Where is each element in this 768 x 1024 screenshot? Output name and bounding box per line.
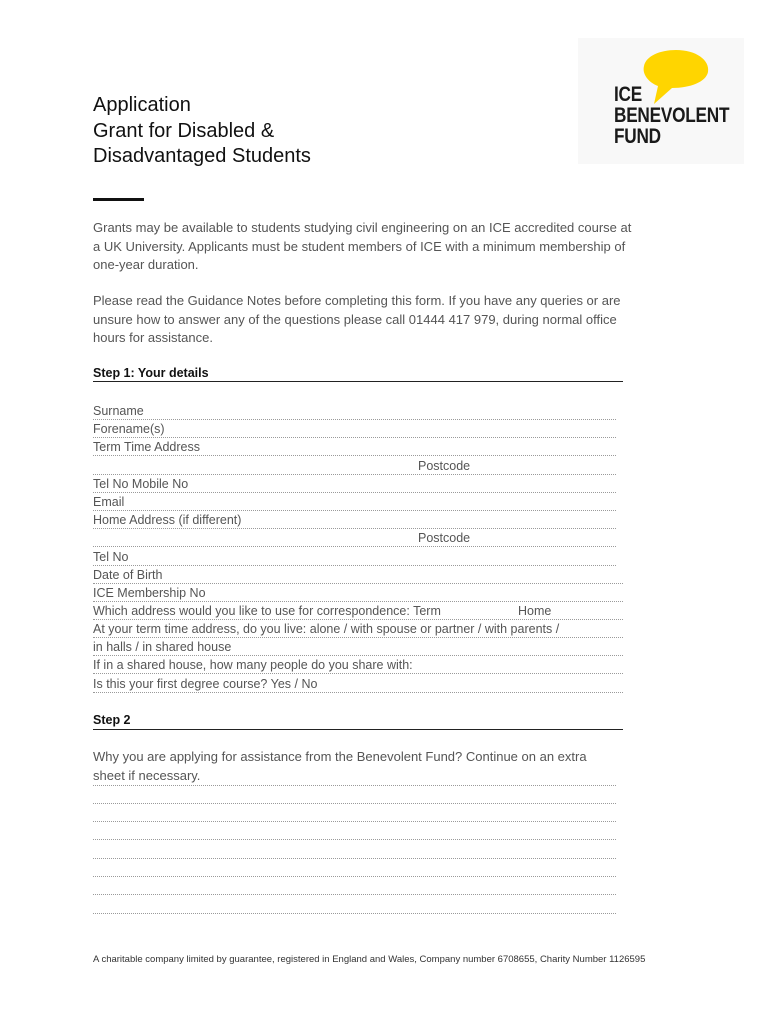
step2-rule [93,729,623,730]
step1-rule [93,381,623,382]
home-address-label: Home Address (if different) [93,513,242,527]
first-degree-field[interactable] [93,674,623,693]
ice-membership-field[interactable] [93,583,623,602]
logo-line-1: ICE [614,83,642,106]
correspondence-field[interactable] [93,601,623,620]
tel-no-field[interactable] [93,547,616,566]
shared-house-field[interactable] [93,655,623,674]
home-postcode-field[interactable] [93,528,616,547]
dob-label: Date of Birth [93,568,163,582]
tel-mobile-field[interactable] [93,474,616,493]
surname-label: Surname [93,404,144,418]
answer-line[interactable] [93,838,616,840]
logo [614,84,729,147]
correspondence-home-option[interactable]: Home [518,604,552,618]
title-line-1: Application [93,94,191,116]
answer-line[interactable] [93,802,616,804]
email-label: Email [93,495,125,509]
answer-line[interactable] [93,784,616,786]
logo-line-3: FUND [614,125,661,148]
answer-line[interactable] [93,912,616,914]
answer-line[interactable] [93,820,616,822]
footer-text: A charitable company limited by guarantee, registered in England and Wales, Company number 6708655, Charity Number 1126595 [93,954,646,965]
page-title [93,93,311,169]
correspondence-label: Which address would you like to use for correspondence: Term [93,604,441,618]
term-address-field[interactable] [93,437,616,456]
tel-mobile-label: Tel No Mobile No [93,477,189,491]
shared-house-label: If in a shared house, how many people do you share with: [93,658,413,672]
step2-question-line-2: sheet if necessary. [93,767,201,783]
forenames-label: Forename(s) [93,422,165,436]
intro-paragraph-1: Grants may be available to students studying civil engineering on an ICE accredited course at a UK University. Applicants must be student members of ICE with a minimum membership of one-year duration. [93,220,632,272]
step2-question-line-1: Why you are applying for assistance from the Benevolent Fund? Continue on an extra [93,749,587,764]
home-postcode-label: Postcode [418,531,471,545]
tel-no-label: Tel No [93,550,129,564]
step2-heading: Step 2 [93,713,131,727]
email-field[interactable] [93,492,616,511]
living-arrangement-field[interactable] [93,619,623,638]
term-postcode-field[interactable] [93,456,616,475]
intro-paragraph-2: Please read the Guidance Notes before completing this form. If you have any queries or are unsure how to answer any of the questions please call 01444 417 979, during normal office hours for assistance. [93,293,621,345]
term-address-label: Term Time Address [93,440,200,454]
title-underline [93,198,144,201]
first-degree-label: Is this your first degree course? Yes / No [93,677,318,691]
step2-question [93,748,633,785]
living-arrangement-label-line-2: in halls / in shared house [93,640,232,654]
title-line-3: Disadvantaged Students [93,145,311,167]
answer-line[interactable] [93,857,616,859]
forenames-field[interactable] [93,419,616,438]
home-address-field[interactable] [93,510,616,529]
surname-field[interactable] [93,401,616,420]
ice-membership-label: ICE Membership No [93,586,206,600]
living-arrangement-field-2[interactable] [93,637,623,656]
dob-field[interactable] [93,565,623,584]
logo-line-2: BENEVOLENT [614,104,730,127]
living-arrangement-label-line-1: At your term time address, do you live: alone / with spouse or partner / with parents / [93,622,560,636]
answer-line[interactable] [93,875,616,877]
term-postcode-label: Postcode [418,459,471,473]
answer-line[interactable] [93,893,616,895]
title-line-2: Grant for Disabled & [93,120,275,142]
step1-heading: Step 1: Your details [93,366,209,380]
